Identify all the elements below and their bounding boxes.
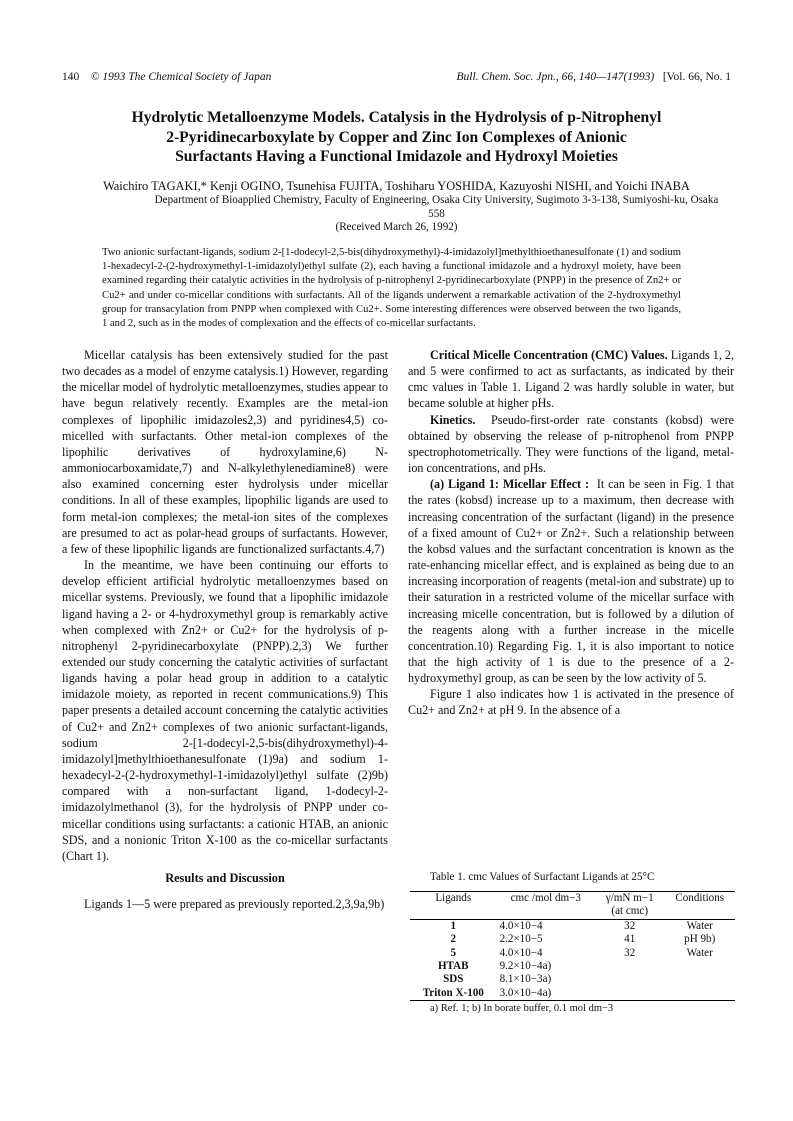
results-paragraph: Ligands 1—5 were prepared as previously reported.2,3,9a,9b) xyxy=(84,897,385,912)
table-cell: 9.2×10−4a) xyxy=(499,960,552,973)
table-header-row xyxy=(410,892,735,906)
table-cell: pH 9b) xyxy=(684,933,716,946)
table-cell xyxy=(664,960,735,973)
table-cell xyxy=(595,973,664,986)
page-number: 140 xyxy=(62,71,80,83)
table-row xyxy=(410,933,735,946)
table-cell: Water xyxy=(686,946,713,959)
kinetics-heading: Kinetics. xyxy=(430,412,476,427)
intro-paragraph-1: Micellar catalysis has been extensively studied for the past two decades as a model of enzyme catalysis.1) However, regarding the micellar model of hydrolytic metalloenzymes, studies appear to have begun relatively recently. Examples are the metal-ion complexes of lipophilic imidazoles2,3) and pyridines4,5) co-micelled with surfactants. Other metal-ion complexes of the lipophilic derivatives of hydroxylamine,6) N-ammoniocarboxamidate,7) and N-alkylethylenediamine8) were also examined concerning ester hydrolysis under micellar conditions. In all of these examples, lipophilic ligands are used to form metal-ion complexes; the metal-ion sites of the complexes are presumed to act as polar-head groups of surfactants. However, a few of these lipophilic ligands are functionalized surfactants.4,7) xyxy=(62,348,388,556)
copyright: © 1993 The Chemical Society of Japan xyxy=(90,71,272,83)
title-line-1: Hydrolytic Metalloenzyme Models. Catalysis in the Hydrolysis of p-Nitrophenyl xyxy=(131,109,662,126)
table-header-cell: cmc /mol dm−3 xyxy=(510,892,581,904)
ligand1-heading: (a) Ligand 1: Micellar Effect : xyxy=(430,477,590,492)
cmc-table xyxy=(410,891,735,1001)
article-title xyxy=(62,108,731,167)
ligand1-text: It can be seen in Fig. 1 that the rates (kobsd) increase up to a maximum, then decrease with increasing concentration of the surfactant (ligand) in the presence of a fixed amount of Cu2+ or Zn2+. Such a relationship between the kobsd values and the surfactant concentration is known as the rate-enhancing micellar effect, and is explained as being due to an increasing incorporation of reagents (metal-ion and substrate) up to their saturation in a restricted volume of the micellar surface with increasing micelle concentration, but is followed by a dilution of the reagents along with a further increase in the micelle concentration.10) Regarding Fig. 1, it is also important to notice that the high activity of 1 is due to the presence of a 2-hydroxymethyl group, as can be seen by the low activity of 5. xyxy=(408,477,735,686)
table-cell: 2.2×10−5 xyxy=(499,933,543,946)
table-row xyxy=(410,960,735,973)
table-cell: SDS xyxy=(443,973,464,986)
kinetics-text: Pseudo-first-order rate constants (kobsd) were obtained by observing the release of p-nitrophenol from PNPP spectrophotometrically. They were functions of the ligand, metal-ion concentrations, and pHs. xyxy=(408,412,734,476)
table-row xyxy=(410,987,735,1001)
affiliation: Department of Bioapplied Chemistry, Faculty of Engineering, Osaka City University, Sugimoto 3-3-138, Sumiyoshi-ku, Osaka 558 xyxy=(154,194,719,221)
cmc-text: Ligands 1, 2, and 5 were confirmed to act as surfactants, as indicated by their cmc values in Table 1. Ligand 2 was hardly soluble in water, but became soluble at higher pHs. xyxy=(408,348,734,411)
author-list: Waichiro TAGAKI,* Kenji OGINO, Tsunehisa FUJITA, Toshiharu YOSHIDA, Kazuyoshi NISHI, and Yoichi INABA xyxy=(103,179,690,193)
table-header-cell: Conditions xyxy=(675,892,725,904)
table-row xyxy=(410,973,735,986)
table-cell: 1 xyxy=(450,919,457,932)
table-cell: HTAB xyxy=(437,960,469,973)
table-header-cell: γ/mN m−1 xyxy=(605,892,654,904)
table-cell: 41 xyxy=(624,933,636,946)
table-cell xyxy=(664,987,735,1001)
table-header-subrow xyxy=(410,905,735,919)
figure1-paragraph: Figure 1 also indicates how 1 is activated in the presence of Cu2+ and Zn2+ at pH 9. In the absence of a xyxy=(408,687,734,718)
volume-issue: [Vol. 66, No. 1 xyxy=(662,71,731,83)
abstract: Two anionic surfactant-ligands, sodium 2-[1-dodecyl-2,5-bis(dihydroxymethyl)-4-imidazolyl]methylthioethanesulfonate (1) and sodium 1-hexadecyl-2-(2-hydroxymethyl-1-imidazolyl)ethyl sulfate (2), each having a functional imidazole and a hydroxyl moiety, have been examined regarding their catalytic activities in the hydrolysis of p-nitrophenyl 2-pyridinecarboxylate (PNPP) in the presence of Zn2+ or Cu2+ and under co-micellar conditions with surfactants. All of the ligands underwent a remarkable activation of the 2-hydroxymethyl group for transacylation from PNPP when complexed with Cu2+. Some interesting differences were observed between the two ligands, 1 and 2, such as in the modes of complexation and the effects of co-micellar surfactants. xyxy=(102,247,681,330)
table-cell: 2 xyxy=(450,933,457,946)
table-cell: 32 xyxy=(624,919,636,932)
table-cell: Triton X-100 xyxy=(422,986,484,999)
table-header-sub: (at cmc) xyxy=(611,905,649,918)
table-cell: 32 xyxy=(624,946,636,959)
intro-paragraph-2: In the meantime, we have been continuing our efforts to develop efficient artificial hydrolytic metalloenzymes based on micellar systems. Previously, we found that a lipophilic imidazole ligand having a 2- or 4-hydroxymethyl group is remarkably active when complexed with Zn2+ or Cu2+ for the hydrolysis of p-nitrophenyl 2-pyridinecarboxylate (PNPP).2,3) We further extended our study concerning the catalytic activities of surfactant ligands having a polar head group in addition to a catalytic imidazole moiety, as reported in recent communications.9) This paper presents a detailed account concerning the catalytic activities of Cu2+ and Zn2+ complexes of two anionic surfactant-ligands, sodium 2-[1-dodecyl-2,5-bis(dihydroxymethyl)-4-imidazolyl]methylthioethanesulfonate (1)9a) and sodium 1-hexadecyl-2-(2-hydroxymethyl-1-imidazolyl)ethyl sulfate (2)9b) compared with a non-surfactant ligand, 1-dodecyl-2-imidazolylmethanol (3), for the hydrolysis of PNPP under co-micellar conditions using surfactants: a cationic HTAB, an anionic SDS, and a nonionic Triton X-100 as the co-micellar surfactants (Chart 1). xyxy=(62,558,388,863)
table-cell: 5 xyxy=(450,946,457,959)
table-cell: 3.0×10−4a) xyxy=(499,986,552,999)
running-header xyxy=(62,71,731,87)
table-cell xyxy=(595,987,664,1001)
received-date: (Received March 26, 1992) xyxy=(335,221,458,233)
table-cell: 8.1×10−3a) xyxy=(499,973,552,986)
journal-volume-pages: 66, 140—147(1993) xyxy=(561,71,655,83)
table-header-cell: Ligands xyxy=(435,892,472,904)
cmc-heading: Critical Micelle Concentration (CMC) Values. xyxy=(430,348,668,362)
title-line-3: Surfactants Having a Functional Imidazole and Hydroxyl Moieties xyxy=(175,148,618,166)
table-row xyxy=(410,947,735,960)
left-column xyxy=(62,347,388,912)
section-heading: Results and Discussion xyxy=(165,871,285,885)
journal-name: Bull. Chem. Soc. Jpn., xyxy=(456,71,559,83)
table-cell: Water xyxy=(686,919,713,932)
table-row xyxy=(410,919,735,933)
table-cell xyxy=(664,973,735,986)
title-line-2: 2-Pyridinecarboxylate by Copper and Zinc Ion Complexes of Anionic xyxy=(166,128,627,146)
table-cell: 4.0×10−4 xyxy=(499,919,543,932)
table-caption: Table 1. cmc Values of Surfactant Ligands at 25°C xyxy=(430,871,655,883)
table-cell: 4.0×10−4 xyxy=(499,946,543,959)
right-column xyxy=(408,347,734,719)
table-cell xyxy=(595,960,664,973)
table-footnote: a) Ref. 1; b) In borate buffer, 0.1 mol dm−3 xyxy=(430,1003,614,1014)
